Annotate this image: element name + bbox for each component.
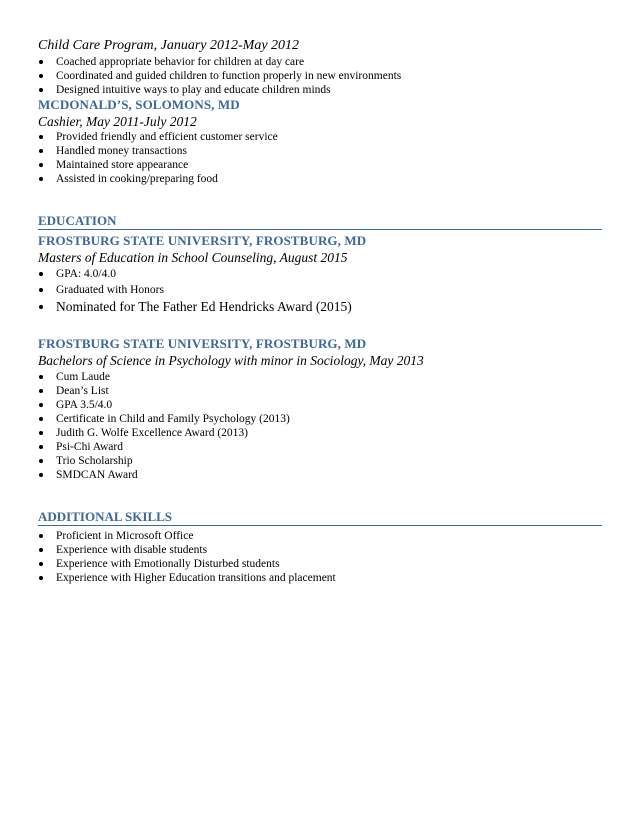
- list-item: GPA 3.5/4.0: [38, 398, 602, 412]
- job-bullets: [38, 55, 602, 97]
- job-role: Child Care Program, January 2012-May 2012: [38, 38, 300, 53]
- degree: Bachelors of Science in Psychology with minor in Sociology, May 2013: [38, 353, 424, 368]
- school-name: FROSTBURG STATE UNIVERSITY, FROSTBURG, MD: [38, 336, 367, 351]
- list-item: Experience with Higher Education transitions and placement: [38, 571, 602, 585]
- list-item: Dean’s List: [38, 384, 602, 398]
- job-entry: [38, 37, 602, 97]
- list-item: SMDCAN Award: [38, 468, 602, 482]
- education-bullets: [38, 370, 602, 482]
- list-item: GPA: 4.0/4.0: [38, 267, 602, 281]
- list-item: Handled money transactions: [38, 144, 602, 158]
- list-item: Judith G. Wolfe Excellence Award (2013): [38, 426, 602, 440]
- list-item: Proficient in Microsoft Office: [38, 529, 602, 543]
- skills-bullets: [38, 529, 602, 585]
- list-item: Trio Scholarship: [38, 454, 602, 468]
- education-section: [38, 213, 602, 482]
- list-item: Experience with Emotionally Disturbed students: [38, 557, 602, 571]
- education-entry: [38, 233, 602, 315]
- job-role: Cashier, May 2011-July 2012: [38, 114, 197, 129]
- employer-name: MCDONALD’S, SOLOMONS, MD: [38, 97, 240, 112]
- section-heading-education: EDUCATION: [38, 213, 602, 230]
- list-item: Coordinated and guided children to function properly in new environments: [38, 69, 602, 83]
- resume-page: [38, 37, 602, 585]
- list-item: Cum Laude: [38, 370, 602, 384]
- list-item: Nominated for The Father Ed Hendricks Award (2015): [38, 298, 602, 315]
- job-bullets: [38, 130, 602, 186]
- skills-section: [38, 509, 602, 585]
- education-bullets: [38, 267, 602, 315]
- list-item: Maintained store appearance: [38, 158, 602, 172]
- job-entry: [38, 97, 602, 186]
- list-item: Provided friendly and efficient customer service: [38, 130, 602, 144]
- list-item: Graduated with Honors: [38, 283, 602, 297]
- list-item: Experience with disable students: [38, 543, 602, 557]
- list-item: Assisted in cooking/preparing food: [38, 172, 602, 186]
- education-entry: [38, 336, 602, 482]
- school-name: FROSTBURG STATE UNIVERSITY, FROSTBURG, MD: [38, 233, 367, 248]
- list-item: Certificate in Child and Family Psychology (2013): [38, 412, 602, 426]
- list-item: Designed intuitive ways to play and educate children minds: [38, 83, 602, 97]
- list-item: Psi-Chi Award: [38, 440, 602, 454]
- list-item: Coached appropriate behavior for children at day care: [38, 55, 602, 69]
- degree: Masters of Education in School Counseling, August 2015: [38, 250, 348, 265]
- section-heading-skills: ADDITIONAL SKILLS: [38, 509, 602, 526]
